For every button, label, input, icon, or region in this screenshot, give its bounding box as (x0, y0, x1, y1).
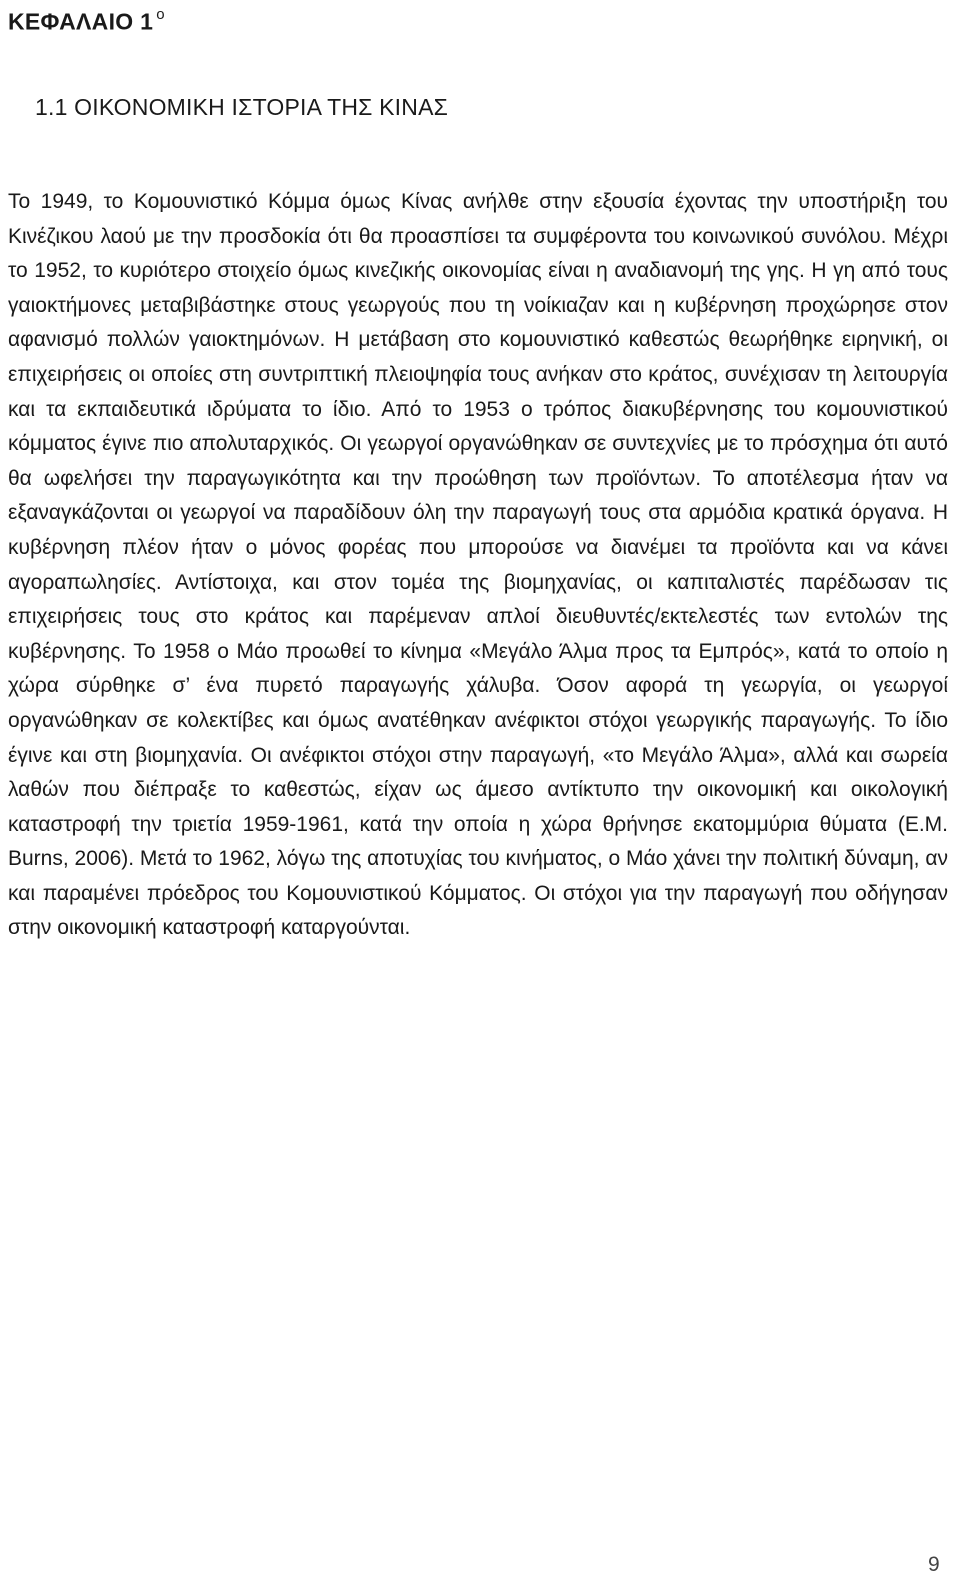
page-number: 9 (928, 1553, 940, 1576)
chapter-label-text: ΚΕΦΑΛΑΙΟ 1 (8, 8, 154, 35)
section-heading: 1.1 ΟΙΚΟΝΟΜΙΚΗ ΙΣΤΟΡΙΑ ΤΗΣ ΚΙΝΑΣ (35, 94, 449, 120)
chapter-label (8, 2, 165, 37)
chapter-superscript: ο (156, 6, 165, 23)
body-paragraph: Το 1949, το Κομουνιστικό Κόμμα όμως Κίνας ανήλθε στην εξουσία έχοντας την υποστήριξη του Κινέζικου λαού με την προσδοκία ότι θα προασπίσει τα συμφέροντα του κοινωνικού συνόλου. Μέχρι το 1952, το κυριότερο στοιχείο όμως κινεζικής οικονομίας είναι η αναδιανομή της γης. Η γη από τους γαιοκτήμονες μεταβιβάστηκε στους γεωργούς που τη νοίκιαζαν και η κυβέρνηση προχώρησε στον αφανισμό πολλών γαιοκτημόνων. Η μετάβαση στο κομουνιστικό καθεστώς θεωρήθηκε ειρηνική, οι επιχειρήσεις οι οποίες στη συντριπτική πλειοψηφία τους ανήκαν στο κράτος, συνέχισαν τη λειτουργία και τα εκπαιδευτικά ιδρύματα το ίδιο. Από το 1953 ο τρόπος διακυβέρνησης του κομουνιστικού κόμματος έγινε πιο απολυταρχικός. Οι γεωργοί οργανώθηκαν σε συντεχνίες με το πρόσχημα ότι αυτό θα ωφελήσει την παραγωγικότητα και την προώθηση των προϊόντων. Το αποτέλεσμα ήταν να εξαναγκάζονται οι γεωργοί να παραδίδουν όλη την παραγωγή τους στα αρμόδια κρατικά όργανα. Η κυβέρνηση πλέον ήταν ο μόνος φορέας που μπορούσε να διανέμει τα προϊόντα και να κάνει αγοραπωλησίες. Αντίστοιχα, και στον τομέα της βιομηχανίας, οι καπιταλιστές παρέδωσαν τις επιχειρήσεις τους στο κράτος και παρέμεναν απλοί διευθυντές/εκτελεστές των εντολών της κυβέρνησης. Το 1958 ο Μάο προωθεί το κίνημα «Μεγάλο Άλμα προς τα Εμπρός», κατά το οποίο η χώρα σύρθηκε σ’ ένα πυρετό παραγωγής χάλυβα. Όσον αφορά τη γεωργία, οι γεωργοί οργανώθηκαν σε κολεκτίβες και όμως ανατέθηκαν ανέφικτοι στόχοι γεωργικής παραγωγής. Το ίδιο έγινε και στη βιομηχανία. Οι ανέφικτοι στόχοι στην παραγωγή, «το Μεγάλο Άλμα», αλλά και σωρεία λαθών που διέπραξε το καθεστώς, είχαν ως άμεσο αντίκτυπο την οικονομική και οικολογική καταστροφή την τριετία 1959-1961, κατά την οποία η χώρα θρήνησε εκατομμύρια θύματα (E.M. Burns, 2006). Μετά το 1962, λόγω της αποτυχίας του κινήματος, ο Μάο χάνει την πολιτική δύναμη, αν και παραμένει πρόεδρος του Κομουνιστικού Κόμματος. Οι στόχοι για την παραγωγή που οδήγησαν στην οικονομική καταστροφή καταργούνται. (8, 190, 948, 940)
